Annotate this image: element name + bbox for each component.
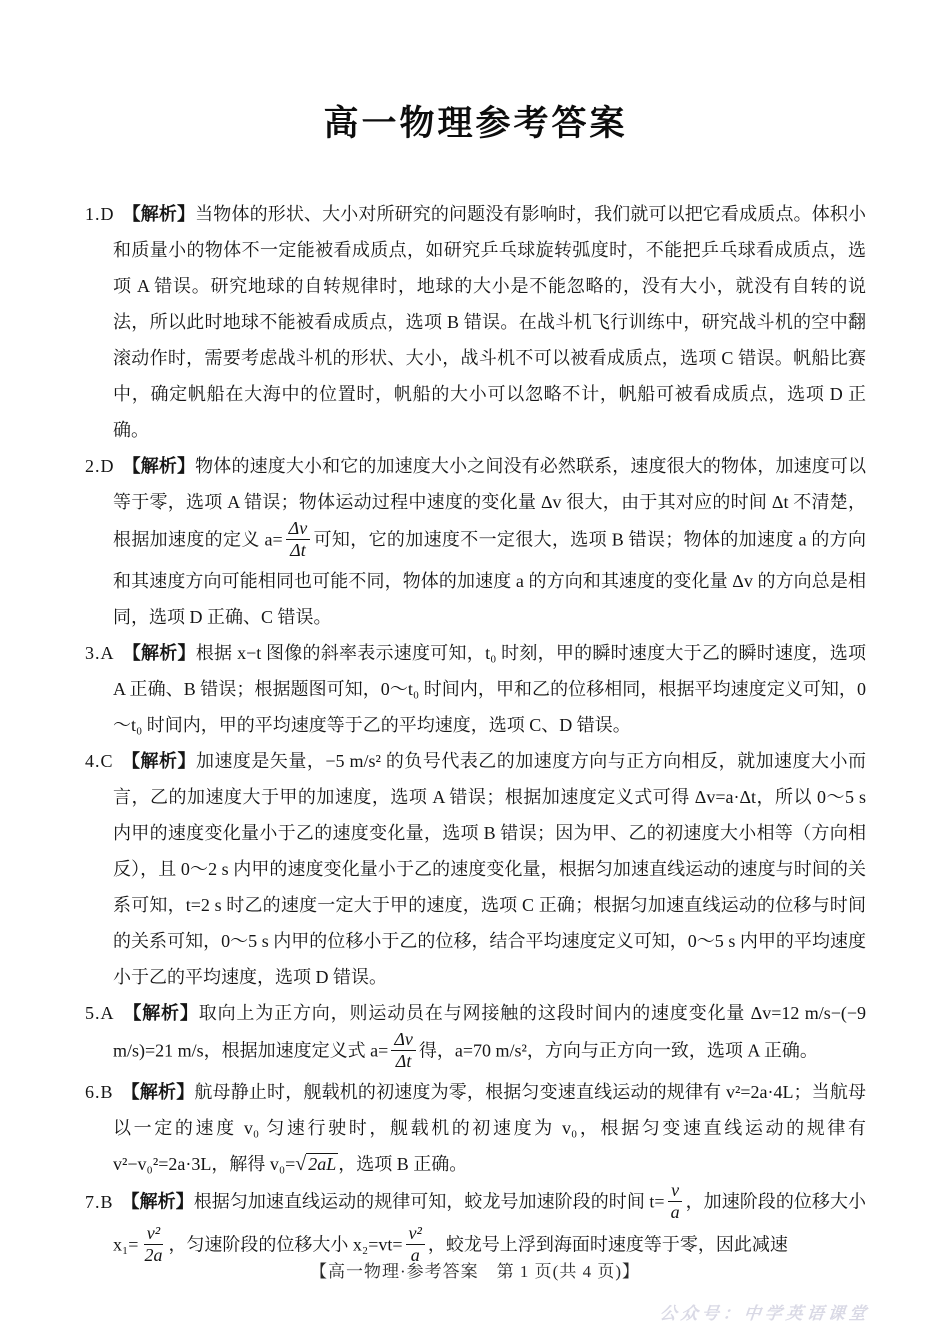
answer-number: 4.C bbox=[85, 751, 114, 771]
sqrt-expression bbox=[295, 1154, 338, 1174]
analysis-marker: 【解析】 bbox=[122, 1003, 199, 1023]
radicand: 2aL bbox=[308, 1154, 337, 1174]
answer-number: 5.A bbox=[85, 1003, 115, 1023]
answer-item-7 bbox=[85, 1182, 866, 1268]
fraction-numerator: v bbox=[668, 1180, 682, 1202]
answer-item-3 bbox=[85, 635, 866, 743]
analysis-marker: 【解析】 bbox=[122, 204, 196, 224]
fraction bbox=[286, 518, 311, 561]
watermark-text: 公众号：中学英语课堂 bbox=[658, 1304, 871, 1323]
fraction-numerator: v² bbox=[406, 1223, 425, 1245]
analysis-marker: 【解析】 bbox=[121, 1082, 195, 1102]
answer-text: ，匀速阶段的位移大小 x₂=vt= bbox=[168, 1234, 403, 1255]
answer-text: ，加速阶段的位移大小 x₁= bbox=[113, 1191, 867, 1255]
fraction bbox=[391, 1029, 416, 1072]
analysis-marker: 【解析】 bbox=[122, 643, 196, 663]
answer-item-5 bbox=[85, 995, 866, 1074]
answer-text: 取向上为正方向，则运动员在与网接触的这段时间内的速度变化量 Δv=12 m/s−(−9 m/s)=21 m/s，根据加速度定义式 a= bbox=[113, 1003, 866, 1061]
answer-item-1 bbox=[85, 196, 866, 448]
answer-text: 根据匀加速直线运动的规律可知，蛟龙号加速阶段的时间 t= bbox=[193, 1191, 665, 1212]
answer-text: 可知，它的加速度不一定很大，选项 B 错误；物体的加速度 a 的方向和其速度方向可能相同也可能不同，物体的加速度 a 的方向和其速度的变化量 Δv 的方向总是相同，选项 D 正确、C 错误。 bbox=[113, 529, 866, 627]
analysis-marker: 【解析】 bbox=[121, 1191, 194, 1212]
answer-number: 6.B bbox=[85, 1082, 114, 1102]
page-title: 高一物理参考答案 bbox=[323, 104, 628, 143]
fraction bbox=[668, 1180, 683, 1223]
answer-text: 根据 x−t 图像的斜率表示速度可知，t₀ 时刻，甲的瞬时速度大于乙的瞬时速度，选项 A 正确、B 错误；根据题图可知，0～t₀ 时间内，甲和乙的位移相同，根据平均速度定义可知，0～t₀ 时间内，甲的平均速度等于乙的平均速度，选项 C、D 错误。 bbox=[113, 643, 866, 735]
answer-text: ，选项 B 正确。 bbox=[338, 1154, 468, 1174]
answer-text: 物体的速度大小和它的加速度大小之间没有必然联系，速度很大的物体，加速度可以等于零，选项 A 错误；物体运动过程中速度的变化量 Δv 很大，由于其对应的时间 Δt 不清楚，根据加速度的定义 a= bbox=[113, 456, 866, 550]
answer-text: 得，a=70 m/s²，方向与正方向一致，选项 A 正确。 bbox=[418, 1040, 818, 1061]
analysis-marker: 【解析】 bbox=[122, 456, 196, 476]
answer-number: 1.D bbox=[85, 204, 115, 224]
answer-number: 2.D bbox=[85, 456, 115, 476]
fraction-numerator: Δv bbox=[391, 1029, 416, 1051]
answer-number: 7.B bbox=[85, 1191, 114, 1212]
answers-list bbox=[85, 196, 866, 1268]
answer-text: 加速度是矢量，−5 m/s² 的负号代表乙的加速度方向与正方向相反，就加速度大小而言，乙的加速度大于甲的加速度，选项 A 错误；根据加速度定义式可得 Δv=a·Δt，所以 0～5 s 内甲的速度变化量小于乙的速度变化量，选项 B 错误；因为甲、乙的初速度大小相等（方向相反），且 0～2 s 内甲的速度变化量小于乙的速度变化量，根据匀加速直线运动的速度与时间的关系可知，t=2 s 时乙的速度一定大于甲的速度，选项 C 正确；根据匀加速直线运动的位移与时间的关系可知，0～5 s 内甲的位移小于乙的位移，结合平均速度定义可知，0～5 s 内甲的平均速度小于乙的平均速度，选项 D 错误。 bbox=[113, 751, 867, 987]
answer-number: 3.A bbox=[85, 643, 115, 663]
radical-sign: √ bbox=[295, 1153, 307, 1175]
fraction-denominator: Δt bbox=[290, 540, 306, 560]
answer-text: 航母静止时，舰载机的初速度为零，根据匀变速直线运动的规律有 v²=2a·4L；当航母以一定的速度 v₀ 匀速行驶时，舰载机的初速度为 v₀，根据匀变速直线运动的规律有 v²−v₀²=2a·3L，解得 v₀= bbox=[113, 1082, 867, 1174]
answer-item-2 bbox=[85, 448, 866, 635]
answer-item-6 bbox=[85, 1074, 866, 1182]
fraction-denominator: a bbox=[410, 1245, 420, 1265]
answer-text: ，蛟龙号上浮到海面时速度等于零，因此减速 bbox=[427, 1234, 788, 1255]
answer-text: 当物体的形状、大小对所研究的问题没有影响时，我们就可以把它看成质点。体积小和质量小的物体不一定能被看成质点，如研究乒乓球旋转弧度时，不能把乒乓球看成质点，选项 A 错误。研究地球的自转规律时，地球的大小是不能忽略的，没有大小，就没有自转的说法，所以此时地球不能被看成质点，选项 B 错误。在战斗机飞行训练中，研究战斗机的空中翻滚动作时，需要考虑战斗机的形状、大小，战斗机不可以被看成质点，选项 C 错误。帆船比赛中，确定帆船在大海中的位置时，帆船的大小可以忽略不计，帆船可被看成质点，选项 D 正确。 bbox=[113, 204, 866, 440]
answer-item-4 bbox=[85, 743, 866, 995]
analysis-marker: 【解析】 bbox=[121, 751, 196, 771]
fraction-denominator: 2a bbox=[144, 1245, 163, 1265]
fraction-numerator: v² bbox=[144, 1223, 163, 1245]
fraction-numerator: Δv bbox=[286, 518, 311, 540]
fraction-denominator: Δt bbox=[395, 1051, 412, 1071]
fraction-denominator: a bbox=[670, 1202, 680, 1222]
page-footer: 【高一物理·参考答案 第 1 页(共 4 页)】 bbox=[310, 1262, 640, 1281]
